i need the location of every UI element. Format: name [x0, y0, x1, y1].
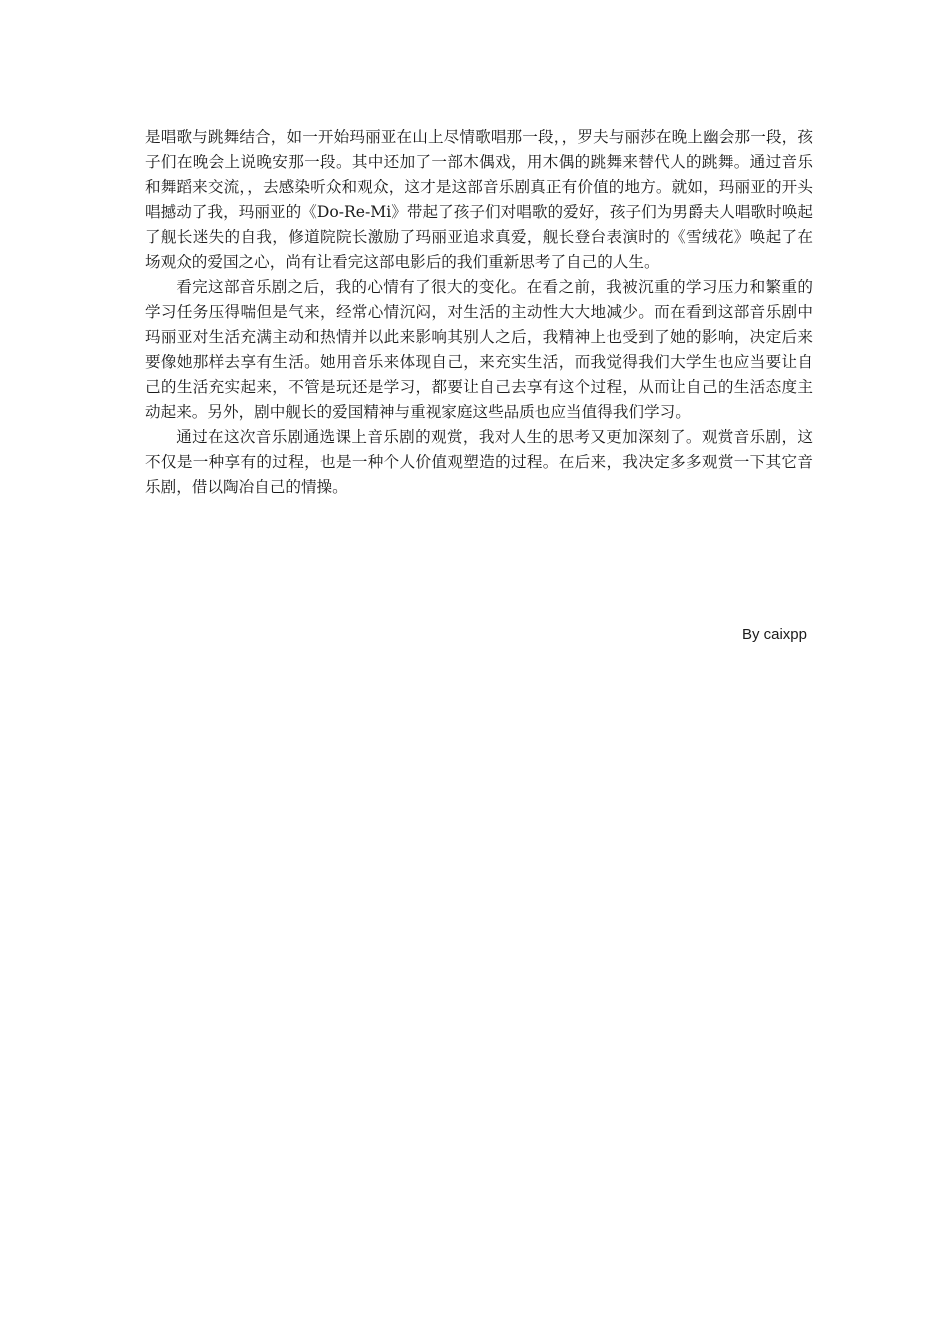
paragraph-2: 看完这部音乐剧之后，我的心情有了很大的变化。在看之前，我被沉重的学习压力和繁重的学习任务压得喘但是气来，经常心情沉闷，对生活的主动性大大地减少。而在看到这部音乐剧中玛丽亚对生活充满主动和热情并以此来影响其别人之后，我精神上也受到了她的影响，决定后来要像她那样去享有生活。她用音乐来体现自己，来充实生活，而我觉得我们大学生也应当要让自己的生活充实起来，不管是玩还是学习，都要让自己去享有这个过程，从而让自己的生活态度主动起来。另外，剧中舰长的爱国精神与重视家庭这些品质也应当值得我们学习。 [145, 278, 813, 421]
author-signature: By caixpp [741, 626, 807, 643]
document-body [145, 125, 813, 500]
paragraph-1: 是唱歌与跳舞结合，如一开始玛丽亚在山上尽情歌唱那一段，，罗夫与丽莎在晚上幽会那一段，孩子们在晚会上说晚安那一段。其中还加了一部木偶戏，用木偶的跳舞来替代人的跳舞。通过音乐和舞蹈来交流，，去感染听众和观众，这才是这部音乐剧真正有价值的地方。就如，玛丽亚的开头唱撼动了我，玛丽亚的《Do-Re-Mi》带起了孩子们对唱歌的爱好，孩子们为男爵夫人唱歌时唤起了舰长迷失的自我，修道院院长激励了玛丽亚追求真爱，舰长登台表演时的《雪绒花》唤起了在场观众的爱国之心，尚有让看完这部电影后的我们重新思考了自己的人生。 [145, 128, 813, 271]
paragraph-3: 通过在这次音乐剧通选课上音乐剧的观赏，我对人生的思考又更加深刻了。观赏音乐剧，这不仅是一种享有的过程，也是一种个人价值观塑造的过程。在后来，我决定多多观赏一下其它音乐剧，借以陶冶自己的情操。 [145, 428, 813, 496]
